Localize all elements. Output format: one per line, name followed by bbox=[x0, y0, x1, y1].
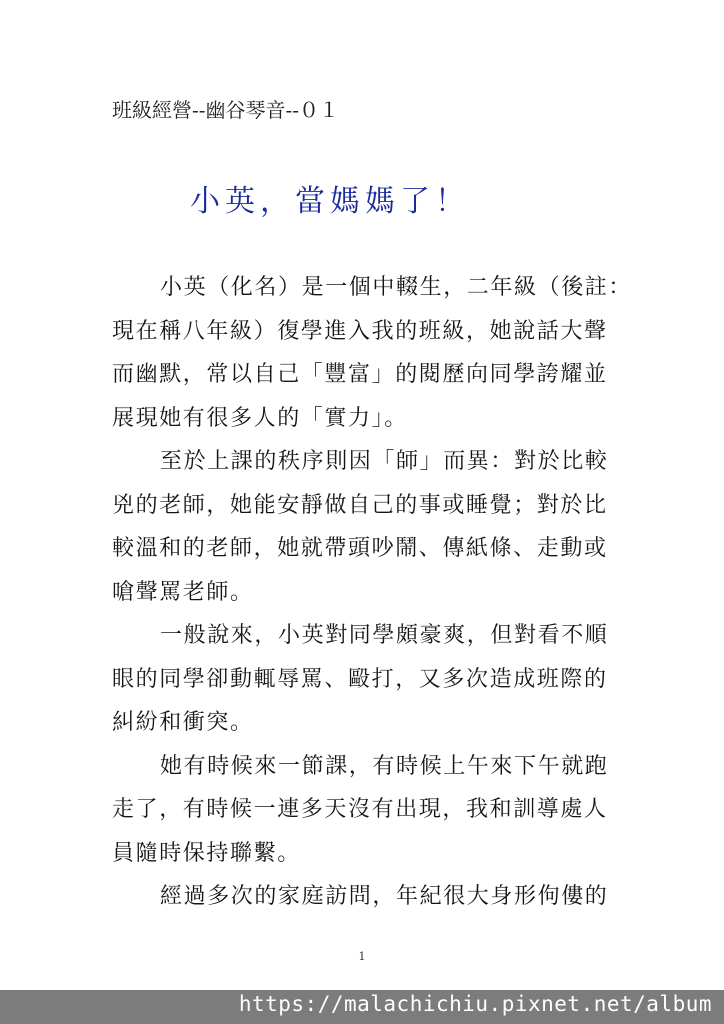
document-header: 班級經營--幽谷琴音--０１ bbox=[112, 98, 340, 122]
page-number: 1 bbox=[358, 950, 366, 963]
paragraph-3-line-2: 眼的同學卻動輒辱罵、毆打，又多次造成班際的 bbox=[112, 666, 608, 692]
paragraph-1-line-3: 而幽默，常以自己「豐富」的閱歷向同學誇耀並 bbox=[112, 362, 608, 387]
article-body bbox=[112, 270, 633, 923]
watermark-url: https://malachichiu.pixnet.net/album bbox=[238, 992, 712, 1016]
watermark-bar bbox=[0, 990, 724, 1024]
paragraph-4-line-3: 員隨時保持聯繫。 bbox=[112, 840, 301, 866]
paragraph-4-line-1: 她有時候來一節課，有時候上午來下午就跑 bbox=[160, 753, 609, 779]
paragraph-5-line-1: 經過多次的家庭訪問，年紀很大身形佝僂的 bbox=[160, 884, 609, 909]
paragraph-2-line-3: 較溫和的老師，她就帶頭吵鬧、傳紙條、走動或 bbox=[112, 536, 608, 561]
paragraph-2-line-2: 兇的老師，她能安靜做自己的事或睡覺；對於比 bbox=[112, 492, 608, 518]
paragraph-1-line-2: 現在稱八年級）復學進入我的班級，她說話大聲 bbox=[112, 318, 608, 344]
paragraph-4-line-2: 走了，有時候一連多天沒有出現，我和訓導處人 bbox=[112, 797, 608, 822]
article-title: 小英，當媽媽了！ bbox=[190, 184, 470, 219]
paragraph-2-line-1: 至於上課的秩序則因「師」而異：對於比較 bbox=[160, 449, 609, 474]
paragraph-2-line-4: 嗆聲罵老師。 bbox=[112, 579, 254, 605]
paragraph-3-line-3: 糾紛和衝突。 bbox=[112, 710, 254, 735]
paragraph-1-line-4: 展現她有很多人的「實力」。 bbox=[112, 405, 408, 431]
paragraph-1-line-1: 小英（化名）是一個中輟生，二年級（後註： bbox=[160, 275, 633, 300]
paragraph-3-line-1: 一般說來，小英對同學頗豪爽，但對看不順 bbox=[160, 623, 609, 648]
